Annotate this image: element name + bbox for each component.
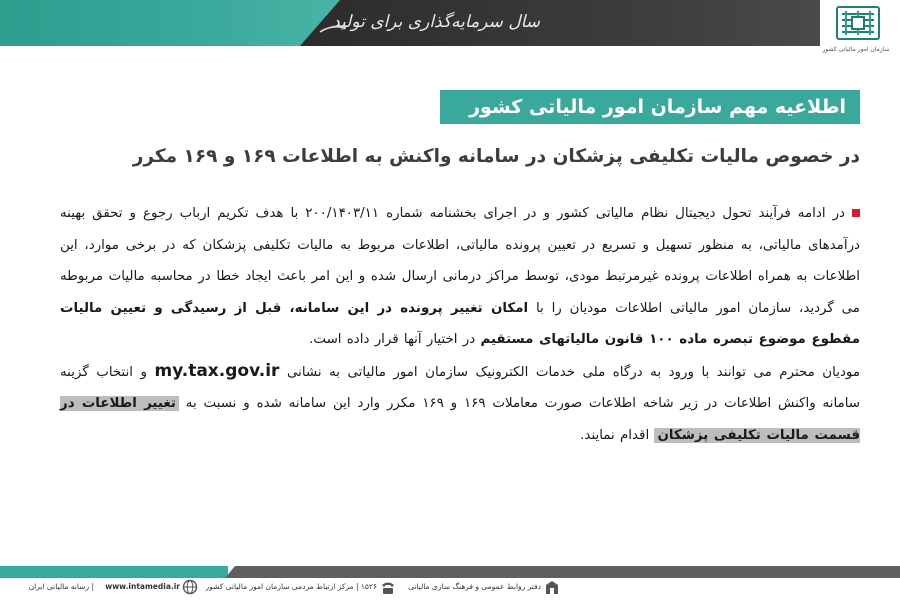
header-teal-band (0, 0, 340, 46)
footer-media: | رسانه مالیاتی ایران (28, 582, 94, 591)
p2-text-c: اقدام نمایند. (580, 427, 650, 443)
p2-text-b: و انتخاب گزینه سامانه واکنش اطلاعات در زیر شاخه اطلاعات صورت معاملات ۱۶۹ و ۱۶۹ مکرر وارد این سامانه شده و نسبت به (60, 364, 860, 411)
announcement-subtitle: در خصوص مالیات تکلیفی پزشکان در سامانه واکنش به اطلاعات ۱۶۹ و ۱۶۹ مکرر (132, 146, 860, 167)
body-paragraph-1 (60, 198, 860, 356)
p1-bold-text: امکان تغییر پرونده در این سامانه، قبل از رسیدگی و تعیین مالیات مقطوع موضوع تبصره ماده ۱۰۰ قانون مالیاتهای مستقیم (60, 300, 860, 347)
footer-teal-band (0, 566, 228, 578)
footer-call-center: ۱۵۲۶ | مرکز ارتباط مردمی سازمان امور مالیاتی کشور (205, 582, 377, 591)
logo-caption: سازمان امور مالیاتی کشور (822, 46, 890, 53)
header-slogan: سال سرمایه‌گذاری برای تولید (332, 12, 540, 32)
body-paragraph-2 (60, 356, 860, 452)
p2-text-a: مودیان محترم می توانند با ورود به درگاه ملی خدمات الکترونیک سازمان امور مالیاتی به نشانی (286, 364, 860, 380)
telephone-icon (380, 579, 396, 595)
footer-office: دفتر روابط عمومی و فرهنگ سازی مالیاتی (408, 582, 541, 591)
highlighted-instruction: تغییر اطلاعات در قسمت مالیات تکلیفی پزشکان (60, 396, 860, 443)
p1-text-a: در ادامه فرآیند تحول دیجیتال نظام مالیاتی کشور و در اجرای بخشنامه شماره ۲۰۰/۱۴۰۳/۱۱ با هدف تکریم ارباب رجوع و تحقق بهینه درآمدهای مالیاتی، به منظور تسهیل و تسریع در تعیین پرونده مالیاتی، اطلاعات مربوط به مالیات تکلیفی پزشکان که در برخی موارد، این اطلاعات به همراه اطلاعات پرونده غیرمرتبط مودی، توسط مراکز درمانی ارسال شده و این امر باعث ایجاد خطا در محاسبه مالیات مربوطه می گردید، سازمان امور مالیاتی اطلاعات مودیان را با (60, 206, 860, 316)
tax-portal-link[interactable]: my.tax.gov.ir (154, 360, 280, 381)
building-icon (544, 579, 560, 595)
bullet-icon (852, 209, 860, 217)
footer-website[interactable]: www.intamedia.ir (105, 582, 180, 591)
p1-text-b: در اختیار آنها قرار داده است. (309, 332, 476, 347)
footer-gray-band (225, 566, 900, 578)
announcement-title: اطلاعیه مهم سازمان امور مالیاتی کشور (440, 90, 860, 124)
tax-organization-logo-icon (836, 6, 880, 40)
announcement-body (60, 198, 860, 488)
globe-icon (182, 579, 198, 595)
